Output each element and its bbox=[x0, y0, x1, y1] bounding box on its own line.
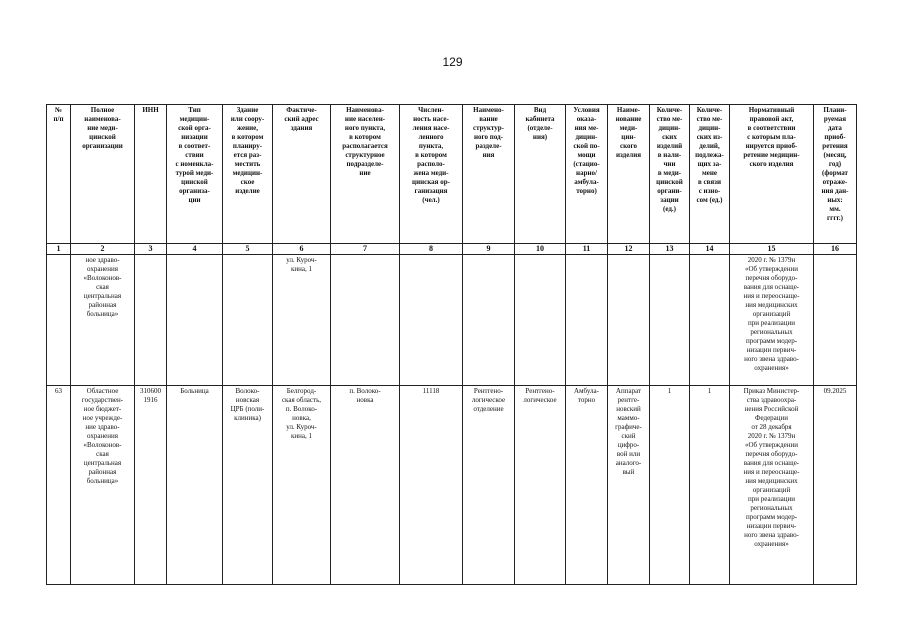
table-cell bbox=[223, 255, 273, 386]
header-cell: Количе- ство ме- дицин- ских изделий в нали- чии в меди- цинской органи- зации (ед.) bbox=[650, 105, 690, 244]
table-cell: Рентгено- логическое bbox=[515, 386, 566, 585]
table-cell bbox=[650, 255, 690, 386]
column-number: 2 bbox=[71, 244, 135, 255]
table-row bbox=[47, 255, 857, 386]
table-cell: Больница bbox=[167, 386, 223, 585]
header-cell: Наимено- вание структур- ного под- разделе- ния bbox=[463, 105, 515, 244]
table-cell: ул. Куроч- кина, 1 bbox=[273, 255, 331, 386]
column-number: 16 bbox=[814, 244, 857, 255]
column-number: 13 bbox=[650, 244, 690, 255]
header-cell: Нормативный правовой акт, в соответствии с которым пла- нируется приоб- ретение медицин- ского изделия bbox=[730, 105, 814, 244]
column-number: 11 bbox=[566, 244, 608, 255]
table-cell bbox=[814, 255, 857, 386]
table-cell: Амбула- торно bbox=[566, 386, 608, 585]
table-cell bbox=[690, 255, 730, 386]
header-cell: Здание или соору- жение, в котором планиру- ется раз- местить медицин- ское изделие bbox=[223, 105, 273, 244]
table-cell: 1 bbox=[690, 386, 730, 585]
table-cell: Приказ Министер- ства здравоохра- нения Российской Федерации от 28 декабря 2020 г. № 1379н «Об утверждении перечня оборудо- вания для оснаще- ния и переоснаще- ния медицинских организаций при реализации региональных программ модер- низации первич- ного звена здраво- охранения» bbox=[730, 386, 814, 585]
column-number: 1 bbox=[47, 244, 71, 255]
table-cell bbox=[331, 255, 400, 386]
header-cell: ИНН bbox=[135, 105, 167, 244]
table-cell bbox=[167, 255, 223, 386]
table-cell: 11118 bbox=[400, 386, 463, 585]
table-cell: Рентгено- логическое отделение bbox=[463, 386, 515, 585]
header-cell: Вид кабинета (отделе- ния) bbox=[515, 105, 566, 244]
table-cell: 63 bbox=[47, 386, 71, 585]
header-cell: Полное наименова- ние меди- цинской организации bbox=[71, 105, 135, 244]
header-cell: Наиме- нование меди- цин- ского изделия bbox=[608, 105, 650, 244]
table-cell: ное здраво- охранения «Волоконов- ская центральная районная больница» bbox=[71, 255, 135, 386]
header-cell: Фактиче- ский адрес здания bbox=[273, 105, 331, 244]
table-cell bbox=[47, 255, 71, 386]
table-cell: Областное государствен- ное бюджет- ное учрежде- ние здраво- охранения «Волоконов- ская центральная районная больница» bbox=[71, 386, 135, 585]
table-cell bbox=[566, 255, 608, 386]
column-number: 3 bbox=[135, 244, 167, 255]
table-cell bbox=[400, 255, 463, 386]
column-number: 10 bbox=[515, 244, 566, 255]
table-cell: 310600 1916 bbox=[135, 386, 167, 585]
column-number: 6 bbox=[273, 244, 331, 255]
table-row bbox=[47, 386, 857, 585]
header-cell: Наименова- ние населен- ного пункта, в котором располагается структурное подразделе- ние bbox=[331, 105, 400, 244]
header-cell: Плани- руемая дата приоб- ретения (месяц, год) (формат отраже- ния дан- ных: мм. гггг.) bbox=[814, 105, 857, 244]
column-number-row bbox=[47, 244, 857, 255]
table-header-row bbox=[47, 105, 857, 244]
table-cell bbox=[515, 255, 566, 386]
column-number: 8 bbox=[400, 244, 463, 255]
table-cell: 09.2025 bbox=[814, 386, 857, 585]
column-number: 7 bbox=[331, 244, 400, 255]
column-number: 14 bbox=[690, 244, 730, 255]
table-cell: Белгород- ская область, п. Волоко- новка, ул. Куроч- кина, 1 bbox=[273, 386, 331, 585]
header-cell: Тип медицин- ской орга- низации в соответ- ствии с номенкла- турой меди- цинской организа- ции bbox=[167, 105, 223, 244]
column-number: 9 bbox=[463, 244, 515, 255]
table-cell: п. Волоко- новка bbox=[331, 386, 400, 585]
header-cell: № п/п bbox=[47, 105, 71, 244]
equipment-table bbox=[46, 104, 857, 585]
table-cell: Волоко- новская ЦРБ (поли- клиника) bbox=[223, 386, 273, 585]
header-cell: Количе- ство ме- дицин- ских из- делий, подлежа- щих за- мене в связи с изно- сом (ед.) bbox=[690, 105, 730, 244]
table-cell: 2020 г. № 1379н «Об утверждении перечня оборудо- вания для оснаще- ния и переоснаще- ния медицинских организаций при реализации региональных программ модер- низации первич- ного звена здраво- охранения» bbox=[730, 255, 814, 386]
header-cell: Числен- ность насе- ления насе- ленного пункта, в котором располо- жена меди- цинская ор- ганизация (чел.) bbox=[400, 105, 463, 244]
header-cell: Условия оказа- ния ме- дицин- ской по- мощи (стацио- нарно/ амбула- торно) bbox=[566, 105, 608, 244]
table-cell bbox=[608, 255, 650, 386]
table-cell: Аппарат рентге- новский маммо- графиче- ский цифро- вой или аналого- вый bbox=[608, 386, 650, 585]
column-number: 5 bbox=[223, 244, 273, 255]
table-cell bbox=[135, 255, 167, 386]
table-cell bbox=[463, 255, 515, 386]
table-cell: 1 bbox=[650, 386, 690, 585]
column-number: 12 bbox=[608, 244, 650, 255]
column-number: 4 bbox=[167, 244, 223, 255]
page-number: 129 bbox=[442, 55, 463, 69]
column-number: 15 bbox=[730, 244, 814, 255]
